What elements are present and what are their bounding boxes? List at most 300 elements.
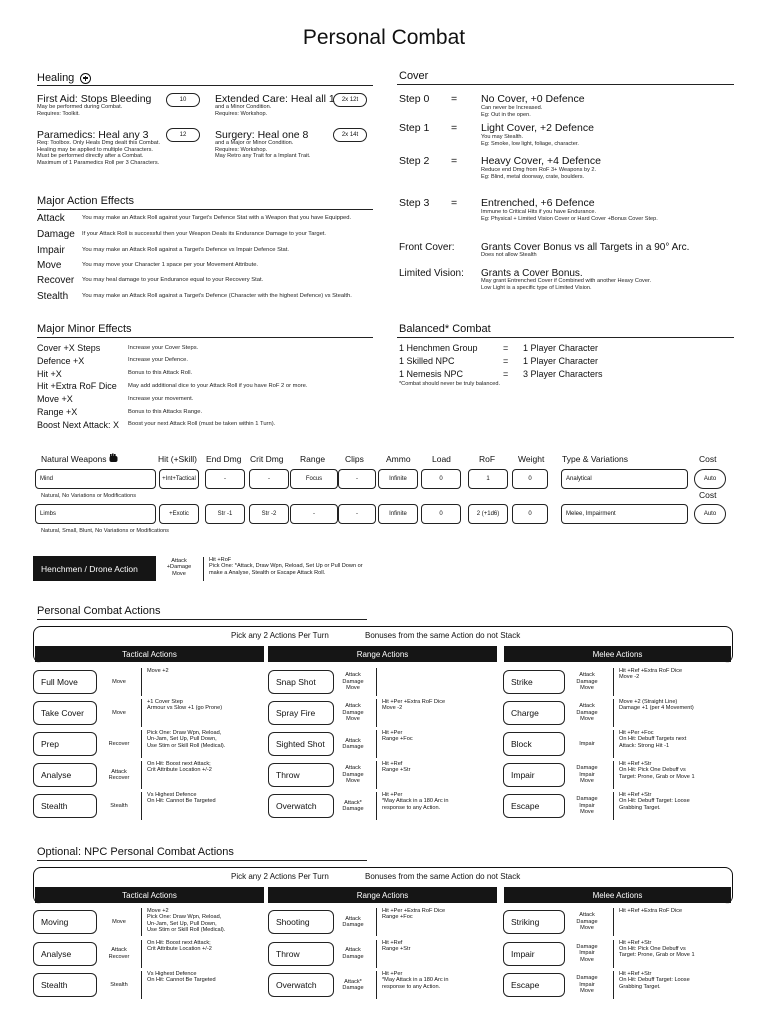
action-desc-line: On Hit: Boost next Attack; bbox=[147, 761, 211, 767]
melee-action-effects bbox=[568, 703, 606, 722]
action-effect-line: Damage bbox=[342, 709, 364, 716]
major-action-name: Impair bbox=[37, 245, 65, 256]
tactical-action-effects bbox=[100, 919, 138, 925]
tactical-action-button[interactable]: Analyse bbox=[33, 763, 97, 787]
minor-effect-desc: May add additional dice to your Attack Roll if you have RoF 2 or more. bbox=[128, 382, 308, 389]
action-desc-line: Attack: Strong Hit -1 bbox=[619, 742, 670, 749]
tactical-action-effects bbox=[100, 679, 138, 685]
range-action-button[interactable]: Throw bbox=[268, 942, 334, 966]
action-effect-line: Damage bbox=[576, 975, 598, 982]
front-cover-label: Front Cover: bbox=[399, 242, 455, 253]
balanced-combat-heading: Balanced* Combat bbox=[399, 323, 491, 335]
minor-effect-name: Range +X bbox=[37, 407, 78, 417]
major-action-name: Move bbox=[37, 260, 62, 271]
limited-vision-desc-line: Low Light is a specific type of Limited Vision. bbox=[481, 284, 592, 291]
weapon-crit-cell: Str -2 bbox=[249, 504, 289, 524]
henchmen-effect-line: Move bbox=[172, 570, 186, 577]
natural-weapons-header: Natural Weapons bbox=[41, 454, 107, 464]
cover-step-desc-line: Eg: Physical + Limited Vision Cover or Hard Cover +Bonus Cover Step. bbox=[481, 215, 658, 222]
minor-effect-name: Hit +Extra RoF Dice bbox=[37, 381, 117, 392]
action-effect-line: Move bbox=[580, 956, 594, 963]
cover-step-name: Light Cover, +2 Defence bbox=[481, 122, 594, 134]
minor-effect-desc: Increase your Defence. bbox=[128, 357, 188, 364]
action-effect-line: Stealth bbox=[110, 981, 128, 988]
action-desc-line: Hit +Per bbox=[382, 792, 403, 798]
range-action-effects bbox=[334, 765, 372, 784]
weapons-col-header: Load bbox=[432, 454, 451, 464]
cover-step-desc-line: Eg: Out in the open. bbox=[481, 111, 531, 118]
action-desc-line: *May Attack in a 180 Arc in bbox=[382, 977, 449, 984]
range-action-button[interactable]: Throw bbox=[268, 763, 334, 787]
healing-heading bbox=[37, 72, 91, 84]
action-effect-line: Impair bbox=[579, 740, 595, 747]
melee-action-effects bbox=[568, 912, 606, 931]
paramedics-name: Paramedics: Heal any 3 bbox=[37, 129, 149, 141]
healing-rule bbox=[37, 85, 373, 86]
henchmen-effect-line: Attack bbox=[171, 558, 187, 564]
extended-care-value: 2x 12t bbox=[333, 93, 367, 107]
minor-effect-name: Cover +X Steps bbox=[37, 343, 101, 353]
action-desc-line: On Hit: Debuff Targets next bbox=[619, 736, 687, 743]
minor-effect-desc: Bonus to this Attacks Range. bbox=[128, 408, 203, 415]
action-effect-line: Attack* bbox=[344, 978, 362, 985]
melee-action-effects bbox=[568, 672, 606, 691]
range-action-effects bbox=[334, 672, 372, 691]
melee-action-desc bbox=[613, 761, 695, 789]
action-effect-line: Impair bbox=[579, 771, 595, 778]
limited-vision-name: Grants a Cover Bonus. bbox=[481, 268, 583, 279]
action-effect-line: Attack bbox=[579, 912, 595, 919]
melee-action-desc bbox=[613, 940, 695, 968]
action-effect-line: Recover bbox=[108, 740, 130, 747]
weapon-crit-cell: - bbox=[249, 469, 289, 489]
action-desc-line: Vs Highest Defence bbox=[147, 792, 197, 798]
action-effect-line: Move bbox=[346, 716, 360, 723]
balanced-right: 1 Player Character bbox=[523, 356, 599, 366]
weapon-load-cell: 0 bbox=[421, 504, 461, 524]
cover-step-name: Heavy Cover, +4 Defence bbox=[481, 155, 601, 167]
range-action-button[interactable]: Overwatch bbox=[268, 973, 334, 997]
weapon-ammo-cell: Infinite bbox=[378, 469, 418, 489]
melee-action-button[interactable]: Striking bbox=[503, 910, 565, 934]
action-effect-line: Attack bbox=[579, 672, 595, 679]
action-desc-line: Target: Prone, Grab or Move 1 bbox=[619, 952, 695, 959]
action-desc-line: Range +Foc bbox=[382, 914, 413, 921]
range-action-desc bbox=[376, 761, 410, 789]
weapons-col-header: Hit (+Skill) bbox=[158, 454, 197, 464]
front-cover-name: Grants Cover Bonus vs all Targets in a 90° Arc. bbox=[481, 242, 690, 253]
action-desc-line: Range +Foc bbox=[382, 736, 413, 743]
action-desc-line: Range +Str bbox=[382, 767, 411, 774]
weapon-clips-cell: - bbox=[338, 469, 376, 489]
major-action-desc: You may heal damage to your Endurance equal to your Recovery Stat. bbox=[82, 277, 264, 283]
weapon-ammo-cell: Infinite bbox=[378, 504, 418, 524]
tactical-action-effects bbox=[100, 947, 138, 960]
action-effect-line: Attack bbox=[345, 737, 361, 744]
tactical-action-desc bbox=[141, 940, 212, 968]
major-minor-effects-heading: Major Minor Effects bbox=[37, 323, 132, 335]
tactical-action-desc bbox=[141, 699, 222, 727]
melee-action-desc bbox=[613, 792, 690, 820]
action-desc-line: Target: Prone, Grab or Move 1 bbox=[619, 773, 695, 780]
page-title: Personal Combat bbox=[302, 26, 466, 49]
melee-action-desc bbox=[613, 971, 690, 999]
bonus-stack-note: Bonuses from the same Action do not Stack bbox=[365, 631, 521, 640]
tactical-action-desc bbox=[141, 730, 225, 758]
action-desc-line: Range +Str bbox=[382, 945, 411, 952]
first-aid-value: 10 bbox=[166, 93, 200, 107]
minor-effect-name: Defence +X bbox=[37, 355, 85, 366]
weapon-end-cell: - bbox=[205, 469, 245, 489]
actions-column-header: Range Actions bbox=[268, 646, 497, 662]
action-effect-line: Impair bbox=[579, 802, 595, 809]
tactical-action-desc bbox=[141, 971, 216, 999]
range-action-effects bbox=[334, 947, 372, 960]
range-action-desc bbox=[376, 940, 410, 968]
balanced-right: 3 Player Characters bbox=[523, 369, 603, 379]
balanced-equals: = bbox=[503, 356, 509, 366]
actions-column-header: Tactical Actions bbox=[35, 646, 264, 662]
personal-combat-actions-rule bbox=[37, 619, 367, 620]
action-effect-line: Move bbox=[580, 809, 594, 816]
major-action-desc: You may make an Attack Roll against a Target's Defence vs Impair Defence Stat. bbox=[82, 247, 290, 253]
action-effect-line: Damage bbox=[576, 796, 598, 803]
weapons-col-header: Clips bbox=[345, 454, 364, 464]
range-action-desc bbox=[376, 668, 382, 696]
cover-step-equals: = bbox=[451, 93, 458, 105]
major-action-desc: You may move your Character 1 space per your Movement Attribute. bbox=[82, 262, 259, 268]
balanced-right: 1 Player Character bbox=[523, 343, 599, 353]
action-desc-line: Grabbing Target. bbox=[619, 983, 661, 990]
cover-step-label: Step 2 bbox=[399, 155, 430, 167]
henchmen-desc-line: Pick One: *Attack, Draw Wpn, Reload, Set Up or Pull Down or bbox=[209, 563, 363, 570]
tactical-action-button[interactable]: Prep bbox=[33, 732, 97, 756]
action-desc-line: Grabbing Target. bbox=[619, 804, 661, 811]
action-effect-line: Move bbox=[580, 925, 594, 932]
healing-heading-label: Healing bbox=[37, 72, 75, 84]
action-effect-line: Damage bbox=[342, 922, 364, 928]
action-desc-line: Hit +Per bbox=[382, 730, 403, 736]
weapons-col-header: Ammo bbox=[386, 454, 411, 464]
major-action-effects-heading: Major Action Effects bbox=[37, 195, 135, 207]
surgery-desc-line: May Retro any Trait for a Implant Trait. bbox=[215, 153, 311, 160]
weapons-col-header: Weight bbox=[518, 454, 545, 464]
extended-care-desc-line: and a Minor Condition. bbox=[215, 104, 272, 110]
minor-effect-name: Boost Next Attack: X bbox=[37, 419, 120, 430]
surgery-value: 2x 14t bbox=[333, 128, 367, 142]
action-desc-line: Hit +Ref +Extra RoF Dice bbox=[619, 668, 683, 674]
action-effect-line: Recover bbox=[108, 953, 130, 960]
range-action-desc bbox=[376, 792, 449, 820]
paramedics-desc bbox=[37, 140, 160, 166]
action-desc-line: Hit +Ref +Str bbox=[619, 939, 652, 946]
range-action-effects bbox=[334, 979, 372, 992]
front-cover-desc: Does not allow Stealth bbox=[481, 252, 537, 258]
surgery-name: Surgery: Heal one 8 bbox=[215, 129, 309, 141]
tactical-action-desc bbox=[141, 668, 169, 696]
range-action-desc bbox=[376, 730, 413, 758]
minor-effect-desc: Boost your next Attack Roll (must be taken within 1 Turn). bbox=[128, 421, 276, 428]
melee-action-effects bbox=[568, 975, 606, 994]
weapon-weight-cell: 0 bbox=[512, 469, 548, 489]
tactical-action-button[interactable]: Stealth bbox=[33, 973, 97, 997]
weapons-col-header: Crit Dmg bbox=[250, 454, 284, 464]
action-desc-line: On Hit: Boost next Attack; bbox=[147, 939, 211, 946]
cover-step-desc bbox=[481, 167, 596, 180]
minor-effect-desc: Increase your Cover Steps. bbox=[128, 344, 199, 351]
cover-step-desc bbox=[481, 105, 542, 118]
balanced-left: 1 Skilled NPC bbox=[399, 356, 455, 366]
melee-action-button[interactable]: Impair bbox=[503, 942, 565, 966]
action-desc-line: On Hit: Cannot Be Targeted bbox=[147, 977, 216, 984]
range-action-desc bbox=[376, 908, 445, 936]
action-desc-line: Pick One: Draw Wpn, Reload, bbox=[147, 730, 222, 736]
extended-care-desc-line: Requires: Workshop. bbox=[215, 110, 268, 117]
action-effect-line: Move bbox=[112, 709, 126, 716]
cover-step-desc bbox=[481, 134, 579, 147]
action-effect-line: Attack bbox=[345, 672, 361, 679]
first-aid-name: First Aid: Stops Bleeding bbox=[37, 93, 152, 105]
action-desc-line: Pick One: Draw Wpn, Reload, bbox=[147, 914, 222, 921]
melee-action-button[interactable]: Impair bbox=[503, 763, 565, 787]
cover-step-label: Step 3 bbox=[399, 197, 430, 209]
melee-action-button[interactable]: Charge bbox=[503, 701, 565, 725]
health-plus-icon bbox=[80, 73, 91, 84]
range-action-button[interactable]: Shooting bbox=[268, 910, 334, 934]
surgery-desc-line: Requires: Workshop. bbox=[215, 146, 268, 153]
action-effect-line: Damage bbox=[576, 765, 598, 772]
weapon-end-cell: Str -1 bbox=[205, 504, 245, 524]
action-desc-line: Use Stim or Skill Roll (Medical). bbox=[147, 927, 226, 934]
actions-column-header: Range Actions bbox=[268, 887, 497, 903]
tactical-action-effects bbox=[100, 741, 138, 747]
action-effect-line: Move bbox=[346, 778, 360, 785]
weapon-name-cell: Mind bbox=[35, 469, 156, 489]
action-desc-line: response to any Action. bbox=[382, 983, 441, 990]
cover-step-desc-line: Eg: Smoke, low light, foliage, character. bbox=[481, 140, 579, 147]
action-desc-line: On Hit: Debuff Target: Loose bbox=[619, 798, 690, 805]
action-effect-line: Attack bbox=[345, 765, 361, 772]
action-effect-line: Attack bbox=[111, 947, 127, 954]
cover-step-label: Step 1 bbox=[399, 122, 430, 134]
major-action-name: Attack bbox=[37, 213, 65, 224]
weapon-note: Natural, Small, Blunt, No Variations or Modifications bbox=[41, 528, 169, 534]
action-effect-line: Move bbox=[580, 716, 594, 723]
action-desc-line: Hit +Ref bbox=[382, 939, 403, 946]
first-aid-desc-line: Requires: Toolkit. bbox=[37, 110, 80, 117]
tactical-action-button[interactable]: Analyse bbox=[33, 942, 97, 966]
range-action-button[interactable]: Sighted Shot bbox=[268, 732, 334, 756]
melee-action-effects bbox=[568, 944, 606, 963]
minor-effect-desc: Bonus to this Attack Roll. bbox=[128, 370, 193, 377]
balanced-equals: = bbox=[503, 343, 509, 353]
action-desc-line: Un-Jam, Set Up, Pull Down, bbox=[147, 920, 217, 927]
balanced-note: *Combat should never be truly balanced. bbox=[399, 381, 501, 387]
action-effect-line: Impair bbox=[579, 981, 595, 988]
pick-two-note: Pick any 2 Actions Per Turn bbox=[231, 872, 329, 881]
tactical-action-button[interactable]: Take Cover bbox=[33, 701, 97, 725]
minor-effect-name: Hit +X bbox=[37, 368, 62, 379]
limited-vision-label: Limited Vision: bbox=[399, 268, 464, 279]
action-effect-line: Move bbox=[580, 685, 594, 692]
cover-rule bbox=[397, 84, 734, 85]
action-desc-line: Hit +Per bbox=[382, 971, 403, 977]
weapon-clips-cell: - bbox=[338, 504, 376, 524]
action-desc-line: Armour vs Slow +1 (go Prone) bbox=[147, 705, 223, 712]
weapon-rof-cell: 2 (+1d6) bbox=[468, 504, 508, 524]
melee-action-desc bbox=[613, 730, 686, 758]
first-aid-desc-line: May be performed during Combat. bbox=[37, 104, 123, 110]
paramedics-value: 12 bbox=[166, 128, 200, 142]
range-action-desc bbox=[376, 699, 445, 727]
tactical-action-button[interactable]: Full Move bbox=[33, 670, 97, 694]
melee-action-desc bbox=[613, 668, 682, 696]
paramedics-desc-line: Maximum of 1 Paramedics Roll per 3 Characters. bbox=[37, 159, 160, 166]
henchmen-action-label: Henchmen / Drone Action bbox=[33, 556, 156, 581]
henchmen-effect-line: +Damage bbox=[166, 564, 192, 571]
action-effect-line: Damage bbox=[342, 771, 364, 778]
weapon-type-cell: Analytical bbox=[561, 469, 688, 489]
action-desc-line: Damage +1 (per 4 Movement) bbox=[619, 705, 694, 712]
melee-action-button[interactable]: Escape bbox=[503, 794, 565, 818]
major-action-effects-rule bbox=[37, 209, 373, 210]
action-desc-line: Hit +Per +Extra RoF Dice bbox=[382, 699, 446, 705]
range-action-effects bbox=[334, 738, 372, 751]
action-effect-line: Move bbox=[112, 678, 126, 685]
action-effect-line: Damage bbox=[576, 709, 598, 716]
balanced-left: 1 Henchmen Group bbox=[399, 343, 478, 353]
tactical-action-button[interactable]: Moving bbox=[33, 910, 97, 934]
pick-two-note: Pick any 2 Actions Per Turn bbox=[231, 631, 329, 640]
surgery-desc bbox=[215, 140, 310, 160]
weapon-range-cell: Focus bbox=[290, 469, 338, 489]
action-desc-line: Move -2 bbox=[619, 674, 640, 681]
major-minor-effects-rule bbox=[37, 337, 373, 338]
action-desc-line: Hit +Ref bbox=[382, 761, 403, 767]
weapons-col-header: Cost bbox=[699, 454, 717, 464]
henchmen-action-effects bbox=[160, 558, 198, 577]
balanced-left: 1 Nemesis NPC bbox=[399, 369, 464, 379]
action-desc-line: Un-Jam, Set Up, Pull Down, bbox=[147, 736, 217, 743]
action-effect-line: Damage bbox=[576, 918, 598, 925]
tactical-action-button[interactable]: Stealth bbox=[33, 794, 97, 818]
henchmen-action-desc bbox=[203, 557, 363, 581]
action-desc-line: On Hit: Debuff Target: Loose bbox=[619, 977, 690, 984]
action-effect-line: Attack bbox=[111, 768, 127, 775]
paramedics-desc-line: Req: Toolbox. Only Heals Dmg dealt this Combat. bbox=[37, 140, 161, 146]
action-desc-line: On Hit: Pick One Debuff vs bbox=[619, 945, 686, 952]
action-effect-line: Move bbox=[580, 778, 594, 785]
paramedics-desc-line: Healing may be applied to multiple Characters. bbox=[37, 146, 153, 153]
major-action-name: Recover bbox=[37, 275, 75, 286]
cover-step-desc-line: You may Stealth. bbox=[481, 134, 524, 140]
balanced-equals: = bbox=[503, 369, 509, 379]
weapons-col-header: Range bbox=[300, 454, 326, 464]
melee-action-effects bbox=[568, 765, 606, 784]
action-desc-line: Move +2 (Straight Line) bbox=[619, 699, 678, 705]
action-effect-line: Attack bbox=[345, 947, 361, 954]
action-desc-line: Hit +Per +Foc bbox=[619, 730, 654, 736]
range-action-effects bbox=[334, 916, 372, 929]
action-effect-line: Attack bbox=[579, 703, 595, 710]
range-action-button[interactable]: Snap Shot bbox=[268, 670, 334, 694]
action-desc-line: Vs Highest Defence bbox=[147, 971, 197, 977]
melee-action-button[interactable]: Block bbox=[503, 732, 565, 756]
henchmen-desc-line: Hit +RoF bbox=[209, 557, 232, 563]
extended-care-desc bbox=[215, 104, 271, 117]
action-desc-line: Crit Attribute Location +/-2 bbox=[147, 945, 212, 952]
cover-step-name: Entrenched, +6 Defence bbox=[481, 197, 595, 209]
npc-actions-rule bbox=[37, 860, 367, 861]
action-desc-line: Move +2 bbox=[147, 668, 169, 674]
range-action-button[interactable]: Overwatch bbox=[268, 794, 334, 818]
tactical-action-effects bbox=[100, 803, 138, 809]
action-effect-line: Move bbox=[112, 918, 126, 925]
action-effect-line: Damage bbox=[342, 985, 364, 991]
weapon-name-cell: Limbs bbox=[35, 504, 156, 524]
actions-column-header: Tactical Actions bbox=[35, 887, 264, 903]
weapon-note: Natural, No Variations or Modifications bbox=[41, 493, 137, 499]
minor-effect-name: Move +X bbox=[37, 394, 73, 405]
minor-effect-desc: Increase your movement. bbox=[128, 395, 194, 402]
cover-step-desc-line: Eg: Blind, metal doorway, crate, boulders. bbox=[481, 173, 585, 180]
melee-action-button[interactable]: Strike bbox=[503, 670, 565, 694]
tactical-action-desc bbox=[141, 761, 212, 789]
personal-combat-actions-heading: Personal Combat Actions bbox=[37, 605, 161, 617]
cover-heading: Cover bbox=[399, 70, 429, 82]
action-effect-line: Move bbox=[346, 685, 360, 692]
melee-action-button[interactable]: Escape bbox=[503, 973, 565, 997]
limited-vision-desc-line: May grant Entrenched Cover if Combined with another Heavy Cover. bbox=[481, 278, 652, 284]
henchmen-desc-line: make a Analyse, Stealth or Escape Attack Roll. bbox=[209, 569, 326, 576]
weapon-hit-cell: +Exotic bbox=[159, 504, 199, 524]
action-desc-line: Hit +Ref +Str bbox=[619, 761, 652, 767]
balanced-combat-rule bbox=[397, 337, 734, 338]
weapons-col-header: End Dmg bbox=[206, 454, 242, 464]
weapon-rof-cell: 1 bbox=[468, 469, 508, 489]
first-aid-desc bbox=[37, 104, 122, 117]
surgery-desc-line: and a Major or Minor Condition. bbox=[215, 140, 294, 146]
action-desc-line: On Hit: Cannot Be Targeted bbox=[147, 798, 216, 805]
weapon-range-cell: - bbox=[290, 504, 338, 524]
cover-step-desc-line: Reduce end Dmg from RoF 3+ Weapons by 2. bbox=[481, 167, 597, 173]
weapon-type-cell: Melee, Impairment bbox=[561, 504, 688, 524]
action-effect-line: Damage bbox=[342, 953, 364, 960]
tactical-action-desc bbox=[141, 908, 225, 936]
range-action-effects bbox=[334, 703, 372, 722]
melee-action-effects bbox=[568, 741, 606, 747]
cover-step-equals: = bbox=[451, 122, 458, 134]
limited-vision-desc bbox=[481, 278, 651, 291]
action-desc-line: Move -2 bbox=[382, 705, 403, 712]
melee-action-effects bbox=[568, 796, 606, 815]
action-desc-line: Crit Attribute Location +/-2 bbox=[147, 767, 212, 774]
range-action-desc bbox=[376, 971, 449, 999]
major-action-desc: If your Attack Roll is successful then your Weapon Deals its Endurance Damage to your Target. bbox=[82, 231, 327, 237]
action-desc-line: *May Attack in a 180 Arc in bbox=[382, 798, 449, 805]
weapon-cost-cell: Auto bbox=[694, 504, 726, 524]
range-action-effects bbox=[334, 800, 372, 813]
extended-care-name: Extended Care: Heal all 1 bbox=[215, 93, 335, 105]
melee-action-desc bbox=[613, 699, 694, 727]
tactical-action-effects bbox=[100, 769, 138, 782]
fist-icon bbox=[108, 453, 119, 464]
action-effect-line: Damage bbox=[576, 943, 598, 950]
range-action-button[interactable]: Spray Fire bbox=[268, 701, 334, 725]
major-action-name: Damage bbox=[37, 229, 75, 240]
action-effect-line: Stealth bbox=[110, 802, 128, 809]
cover-step-desc bbox=[481, 209, 658, 222]
